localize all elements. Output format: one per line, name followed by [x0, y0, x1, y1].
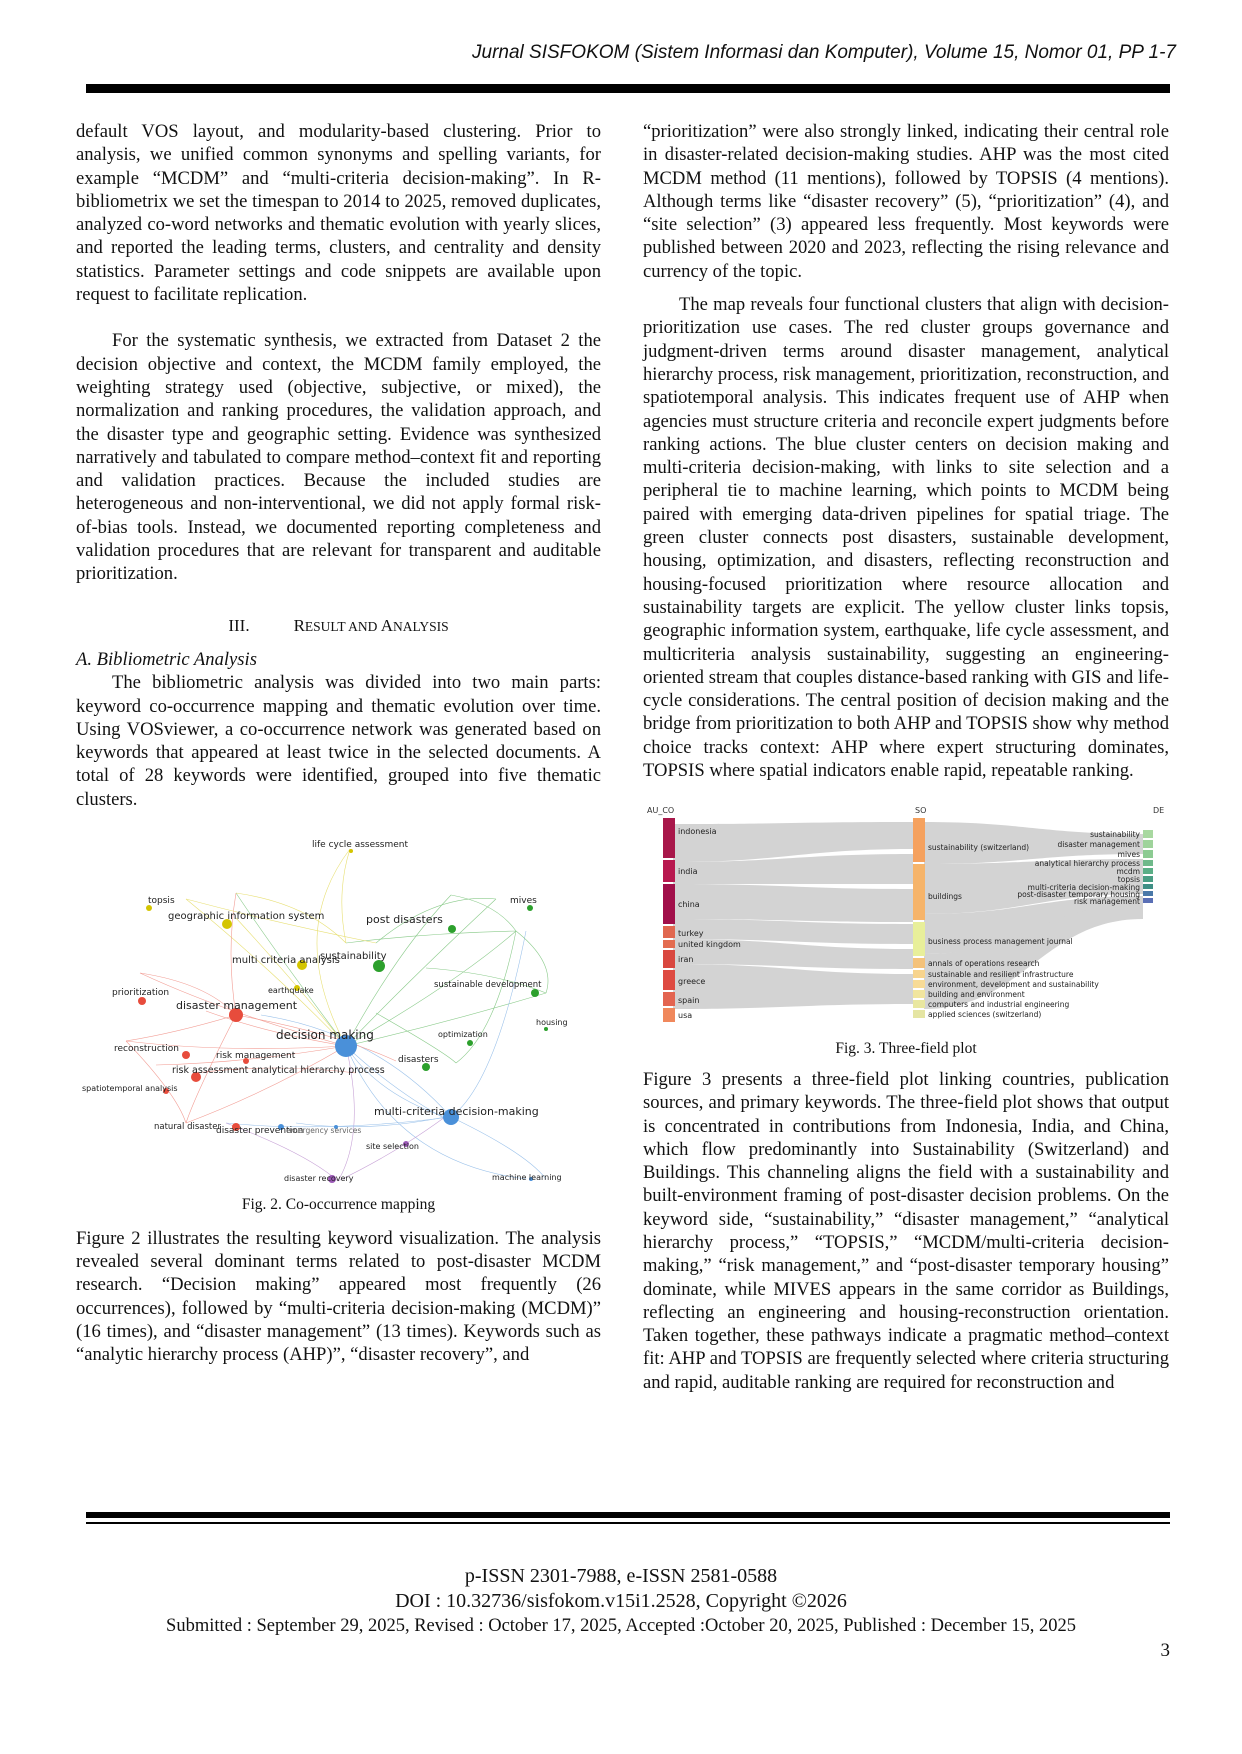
- header-au-co: AU_CO: [647, 806, 675, 816]
- label-housing: housing: [536, 1018, 568, 1028]
- footer-doi: DOI : 10.32736/sisfokom.v15i1.2528, Copyright ©2026: [395, 1590, 847, 1612]
- source-bpmj: business process management journal: [928, 937, 1073, 947]
- footer-rule-thick: [86, 1512, 1170, 1518]
- node-post-disasters: [448, 925, 456, 933]
- left-paragraph-4: Figure 2 illustrates the resulting keyword visualization. The analysis revealed several dominant terms related to post-disaster MCDM research. “Decision making” appeared most frequently (26 occurrences), followed by “multi-criteria decision-making (MCDM)” (16 times), and “disaster management” (13 times). Keywords such as “analytic hierarchy process (AHP)”, “disaster recovery”, and: [76, 1227, 601, 1366]
- country-usa: usa: [678, 1011, 693, 1021]
- source-applied-sciences: applied sciences (switzerland): [928, 1010, 1042, 1020]
- keyword-topsis: topsis: [1117, 875, 1140, 885]
- label-post-disasters: post disasters: [366, 913, 443, 927]
- country-iran: iran: [678, 955, 694, 965]
- left-column: [76, 120, 601, 1366]
- keyword-mives: mives: [1117, 850, 1140, 860]
- figure-2: [76, 833, 601, 1217]
- label-disaster-recovery: disaster recovery: [284, 1174, 354, 1184]
- country-greece: greece: [678, 977, 706, 987]
- source-sustainability: sustainability (switzerland): [928, 843, 1030, 853]
- three-field-plot: [643, 804, 1169, 1024]
- label-machine-learning: machine learning: [492, 1173, 562, 1183]
- figure-3: [643, 804, 1169, 1060]
- section-heading: III. RESULT AND ANALYSIS: [228, 615, 449, 635]
- label-prioritization: prioritization: [112, 988, 170, 999]
- keyword-risk-management: risk management: [1073, 897, 1140, 907]
- label-gis: geographic information system: [168, 911, 325, 923]
- country-india: india: [678, 867, 698, 877]
- section-number: III.: [228, 615, 250, 635]
- node-sustainable-development: [531, 989, 539, 997]
- keyword-sustainability: sustainability: [1090, 830, 1140, 840]
- footer-dates: Submitted : September 29, 2025, Revised : October 17, 2025, Accepted :October 20, 2025, Published : December 15, 2025: [166, 1616, 1076, 1636]
- country-uk: united kingdom: [678, 940, 741, 950]
- left-paragraph-1: default VOS layout, and modularity-based clustering. Prior to analysis, we unified common synonyms and spelling variants, for example “MCDM” and “multi-criteria decision-making”. In R-bibliometrix we set the timespan to 2014 to 2025, removed duplicates, analyzed co-word networks and thematic evolution with yearly slices, and reported the leading terms, clusters, and centrality and density statistics. Parameter settings and code snippets are available upon request to facilitate replication.: [76, 121, 601, 306]
- label-sustainability: sustainability: [320, 951, 387, 963]
- label-disaster-prevention: disaster prevention: [216, 1126, 304, 1137]
- label-disaster-management: disaster management: [176, 999, 298, 1013]
- right-paragraph-1: “prioritization” were also strongly linked, indicating their central role in disaster-related decision-making studies. AHP was the most cited MCDM method (11 mentions), followed by TOPSIS (4 mentions). Although terms like “disaster recovery” (5), “prioritization” (4), and “site selection” (3) appeared less frequently. Most keywords were published between 2020 and 2023, reflecting the rising relevance and currency of the topic.: [643, 121, 1169, 282]
- label-topsis: topsis: [148, 896, 175, 907]
- source-building-env: building and environment: [928, 990, 1025, 1000]
- left-paragraph-2: For the systematic synthesis, we extracted from Dataset 2 the decision objective and context, the MCDM family employed, the weighting strategy used (objective, subjective, or mixed), the normalization and ranking procedures, the validation approach, and the disaster type and geographic setting. Evidence was synthesized narratively and tabulated to compare method–context fit and reporting and validation practices. Because the included studies are heterogeneous and non-interventional, we did not apply formal risk-of-bias tools. Instead, we documented reporting completeness and validation procedures that are relevant for transparent and auditable prioritization.: [76, 330, 601, 585]
- keyword-temporary-housing: post-disaster temporary housing: [1017, 890, 1140, 900]
- label-site-selection: site selection: [366, 1142, 419, 1152]
- label-ahp: risk assessment analytical hierarchy process: [172, 1065, 385, 1077]
- label-mcdm: multi-criteria decision-making: [374, 1105, 539, 1119]
- country-spain: spain: [678, 996, 700, 1006]
- label-risk-management: risk management: [216, 1051, 296, 1062]
- node-reconstruction: [182, 1051, 190, 1059]
- country-china: china: [678, 900, 700, 910]
- header-rule: [86, 84, 1170, 93]
- header-so: SO: [915, 806, 927, 816]
- source-bars: [913, 818, 925, 1018]
- label-lca: life cycle assessment: [312, 840, 409, 851]
- source-buildings: buildings: [928, 892, 962, 902]
- label-mives: mives: [510, 896, 537, 907]
- right-column: [643, 120, 1169, 1394]
- label-natural-disaster: natural disaster: [154, 1122, 221, 1133]
- label-emergency-services: emergency services: [286, 1126, 362, 1136]
- keyword-disaster-management: disaster management: [1057, 840, 1140, 850]
- label-mca: multi criteria analysis: [232, 955, 340, 967]
- label-disasters: disasters: [398, 1055, 439, 1066]
- country-indonesia: indonesia: [678, 827, 717, 837]
- source-annals: annals of operations research: [928, 959, 1040, 969]
- node-prioritization: [138, 997, 146, 1005]
- source-sri: sustainable and resilient infrastructure: [928, 970, 1074, 980]
- figure-2-caption: Fig. 2. Co-occurrence mapping: [241, 1196, 436, 1214]
- subsection-heading: A. Bibliometric Analysis: [76, 648, 257, 670]
- source-cie: computers and industrial engineering: [928, 1000, 1070, 1010]
- right-paragraph-2: The map reveals four functional clusters that align with decision-prioritization use cases. The red cluster groups governance and judgment-driven terms around disaster management, analytical hierarchy process, risk management, prioritization, reconstruction, and spatiotemporal analysis. This indicates frequent use of AHP when agencies must structure criteria and reconcile expert judgments before ranking actions. The blue cluster centers on decision making and multi-criteria decision-making, with links to site selection and a peripheral tie to machine learning, which points to MCDM being paired with emerging data-driven pipelines for spatial triage. The green cluster connects post disasters, sustainable development, housing, optimization, and disasters, reflecting reconstruction and housing-focused prioritization where resource allocation and sustainability targets are explicit. The yellow cluster links topsis, geographic information system, earthquake, life cycle assessment, and multicriteria analysis sustainability, suggesting an engineering-oriented stream that couples distance-based ranking with GIS and life-cycle considerations. The central position of decision making and the bridge from prioritization to both AHP and TOPSIS show why method choice tracks context: AHP where expert structuring dominates, TOPSIS where spatial indicators enable rapid, repeatable ranking.: [643, 294, 1169, 782]
- source-eds: environment, development and sustainability: [928, 980, 1099, 990]
- label-optimization: optimization: [438, 1030, 488, 1040]
- country-turkey: turkey: [678, 929, 704, 939]
- footer-rule-thin: [86, 1522, 1170, 1524]
- label-spatiotemporal: spatiotemporal analysis: [82, 1084, 178, 1094]
- keyword-multi-criteria: multi-criteria decision-making: [1027, 883, 1140, 893]
- co-occurrence-network: [76, 833, 601, 1183]
- right-paragraph-3: Figure 3 presents a three-field plot linking countries, publication sources, and primary keywords. The three-field plot shows that output is concentrated in contributions from Indonesia, India, and China, which flow predominantly into Sustainability (Switzerland) and Buildings. This channeling aligns the field with a sustainability and built-environment framing of post-disaster decision problems. On the keyword side, “sustainability,” “disaster management,” “analytical hierarchy process,” “TOPSIS,” “MCDM/multi-criteria decision-making,” “risk management,” and “post-disaster temporary housing” dominate, while MIVES appears in the same corridor as Buildings, reflecting an engineering and housing-reconstruction orientation. Taken together, these pathways indicate a pragmatic method–context fit: AHP and TOPSIS are frequently selected where criteria structuring and rapid, auditable ranking are required for reconstruction and: [643, 1068, 1169, 1393]
- figure-3-caption: Fig. 3. Three-field plot: [835, 1039, 977, 1057]
- label-sustainable-development: sustainable development: [434, 980, 542, 991]
- label-decision-making: decision making: [276, 1028, 374, 1043]
- label-reconstruction: reconstruction: [114, 1044, 180, 1055]
- header-de: DE: [1153, 806, 1165, 816]
- footer-issn: p-ISSN 2301-7988, e-ISSN 2581-0588: [464, 1565, 778, 1587]
- keyword-bars: [1143, 830, 1153, 903]
- page-number: 3: [1160, 1640, 1170, 1661]
- keyword-mcdm: mcdm: [1116, 867, 1140, 877]
- keyword-ahp: analytical hierarchy process: [1034, 859, 1140, 869]
- node-housing: [544, 1027, 548, 1031]
- left-paragraph-3: The bibliometric analysis was divided into two main parts: keyword co-occurrence mapping and thematic evolution over time. Using VOSviewer, a co-occurrence network was generated based on keywords that appeared at least twice in the selected documents. A total of 28 keywords were identified, grouped into five thematic clusters.: [76, 672, 601, 810]
- journal-header: Jurnal SISFOKOM (Sistem Informasi dan Komputer), Volume 15, Nomor 01, PP 1-7: [472, 42, 1176, 63]
- label-earthquake: earthquake: [268, 986, 314, 996]
- node-optimization: [467, 1040, 473, 1046]
